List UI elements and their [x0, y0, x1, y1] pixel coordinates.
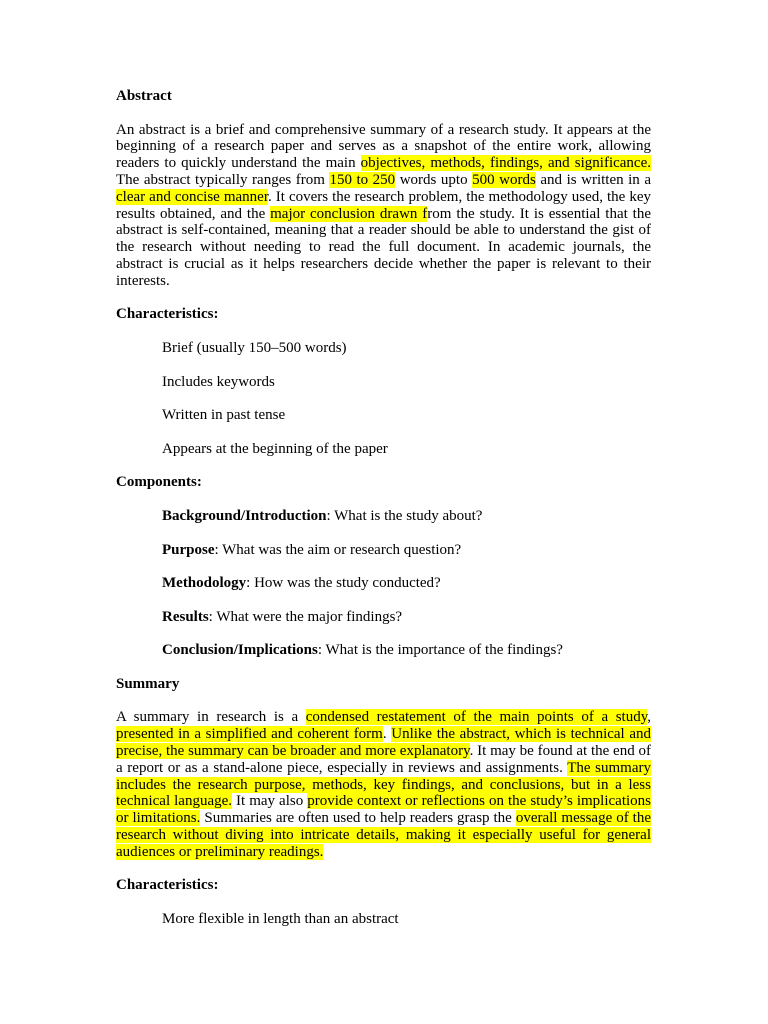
component-item-background — [162, 508, 651, 525]
highlighted-text: overall message of the research without diving into intricate details, making it especially useful for general audiences or preliminary readings. — [116, 810, 651, 860]
summary-paragraph — [116, 709, 651, 860]
highlighted-text: 150 to 250 — [329, 171, 396, 188]
text-run: . It may be found at the end of a report or as a stand-alone piece, especially in reviews and assignments. — [116, 743, 651, 776]
text-run: A summary in research is a — [116, 709, 306, 726]
component-term: Results — [162, 608, 209, 625]
text-run: An abstract is a brief and comprehensive summary of a research study. It appears at the beginning of a research paper and serves as a snapshot of the entire work, allowing readers to quickly understand the main — [116, 121, 651, 172]
component-item-methodology — [162, 575, 651, 592]
highlighted-text: provide context or reflections on the study’s implications or limitations. — [116, 793, 651, 827]
component-term: Purpose — [162, 541, 215, 558]
abstract-paragraph — [116, 122, 651, 290]
component-description: : What were the major findings? — [208, 608, 403, 625]
highlighted-text: 500 words — [472, 171, 536, 188]
summary-heading: Summary — [116, 675, 180, 692]
abstract-heading: Abstract — [116, 88, 172, 104]
abstract-characteristics-heading: Characteristics: — [116, 306, 219, 323]
text-run: rom the study. It is essential that the abstract is self-contained, meaning that a reader should be able to understand the gist of the research without needing to read the full document. In academic journals, the abstract is crucial as it helps researchers decide whether the paper is relevant to their interests. — [116, 205, 651, 289]
document-content — [116, 88, 651, 945]
text-run: Summaries are often used to help readers grasp the — [200, 810, 516, 827]
text-run: words upto — [395, 171, 473, 188]
summary-characteristics-list — [116, 911, 651, 928]
list-item: More flexible in length than an abstract — [162, 911, 399, 928]
list-item: Brief (usually 150–500 words) — [162, 339, 347, 356]
component-item-results — [162, 609, 651, 626]
component-description: : What was the aim or research question? — [214, 541, 462, 558]
text-run: and is written in a — [535, 171, 651, 188]
text-run: The abstract typically ranges from — [116, 171, 330, 188]
summary-characteristics-heading: Characteristics: — [116, 877, 219, 894]
highlighted-text: presented in a simplified and coherent form — [116, 726, 383, 743]
highlighted-text: objectives, methods, findings, and significance. — [360, 155, 651, 172]
component-description: : How was the study conducted? — [246, 575, 441, 592]
highlighted-text: condensed restatement of the main points of a study — [305, 709, 648, 726]
list-item: Written in past tense — [162, 407, 286, 424]
component-description: : What is the study about? — [326, 507, 483, 524]
component-term: Conclusion/Implications — [162, 642, 318, 659]
component-description: : What is the importance of the findings? — [317, 642, 563, 659]
component-term: Methodology — [162, 575, 247, 592]
text-run: , — [647, 709, 651, 726]
highlighted-text: major conclusion drawn f — [270, 205, 428, 222]
text-run: . — [382, 726, 392, 743]
text-run: . It covers the research problem, the methodology used, the key results obtained, and the — [116, 188, 652, 222]
list-item: Includes keywords — [162, 373, 275, 390]
component-term: Background/Introduction — [162, 507, 327, 524]
highlighted-text: clear and concise manner — [116, 188, 268, 205]
text-run: It may also — [232, 793, 308, 810]
component-item-conclusion — [162, 642, 651, 659]
component-item-purpose — [162, 542, 651, 559]
list-item: Appears at the beginning of the paper — [162, 440, 388, 457]
abstract-characteristics-list — [116, 340, 651, 458]
components-list — [116, 508, 651, 659]
components-heading: Components: — [116, 474, 202, 491]
highlighted-text: The summary includes the research purpose, methods, key findings, and conclusions, but in a less technical language. — [116, 759, 651, 810]
highlighted-text: Unlike the abstract, which is technical and precise, the summary can be broader and more explanatory — [116, 726, 652, 760]
